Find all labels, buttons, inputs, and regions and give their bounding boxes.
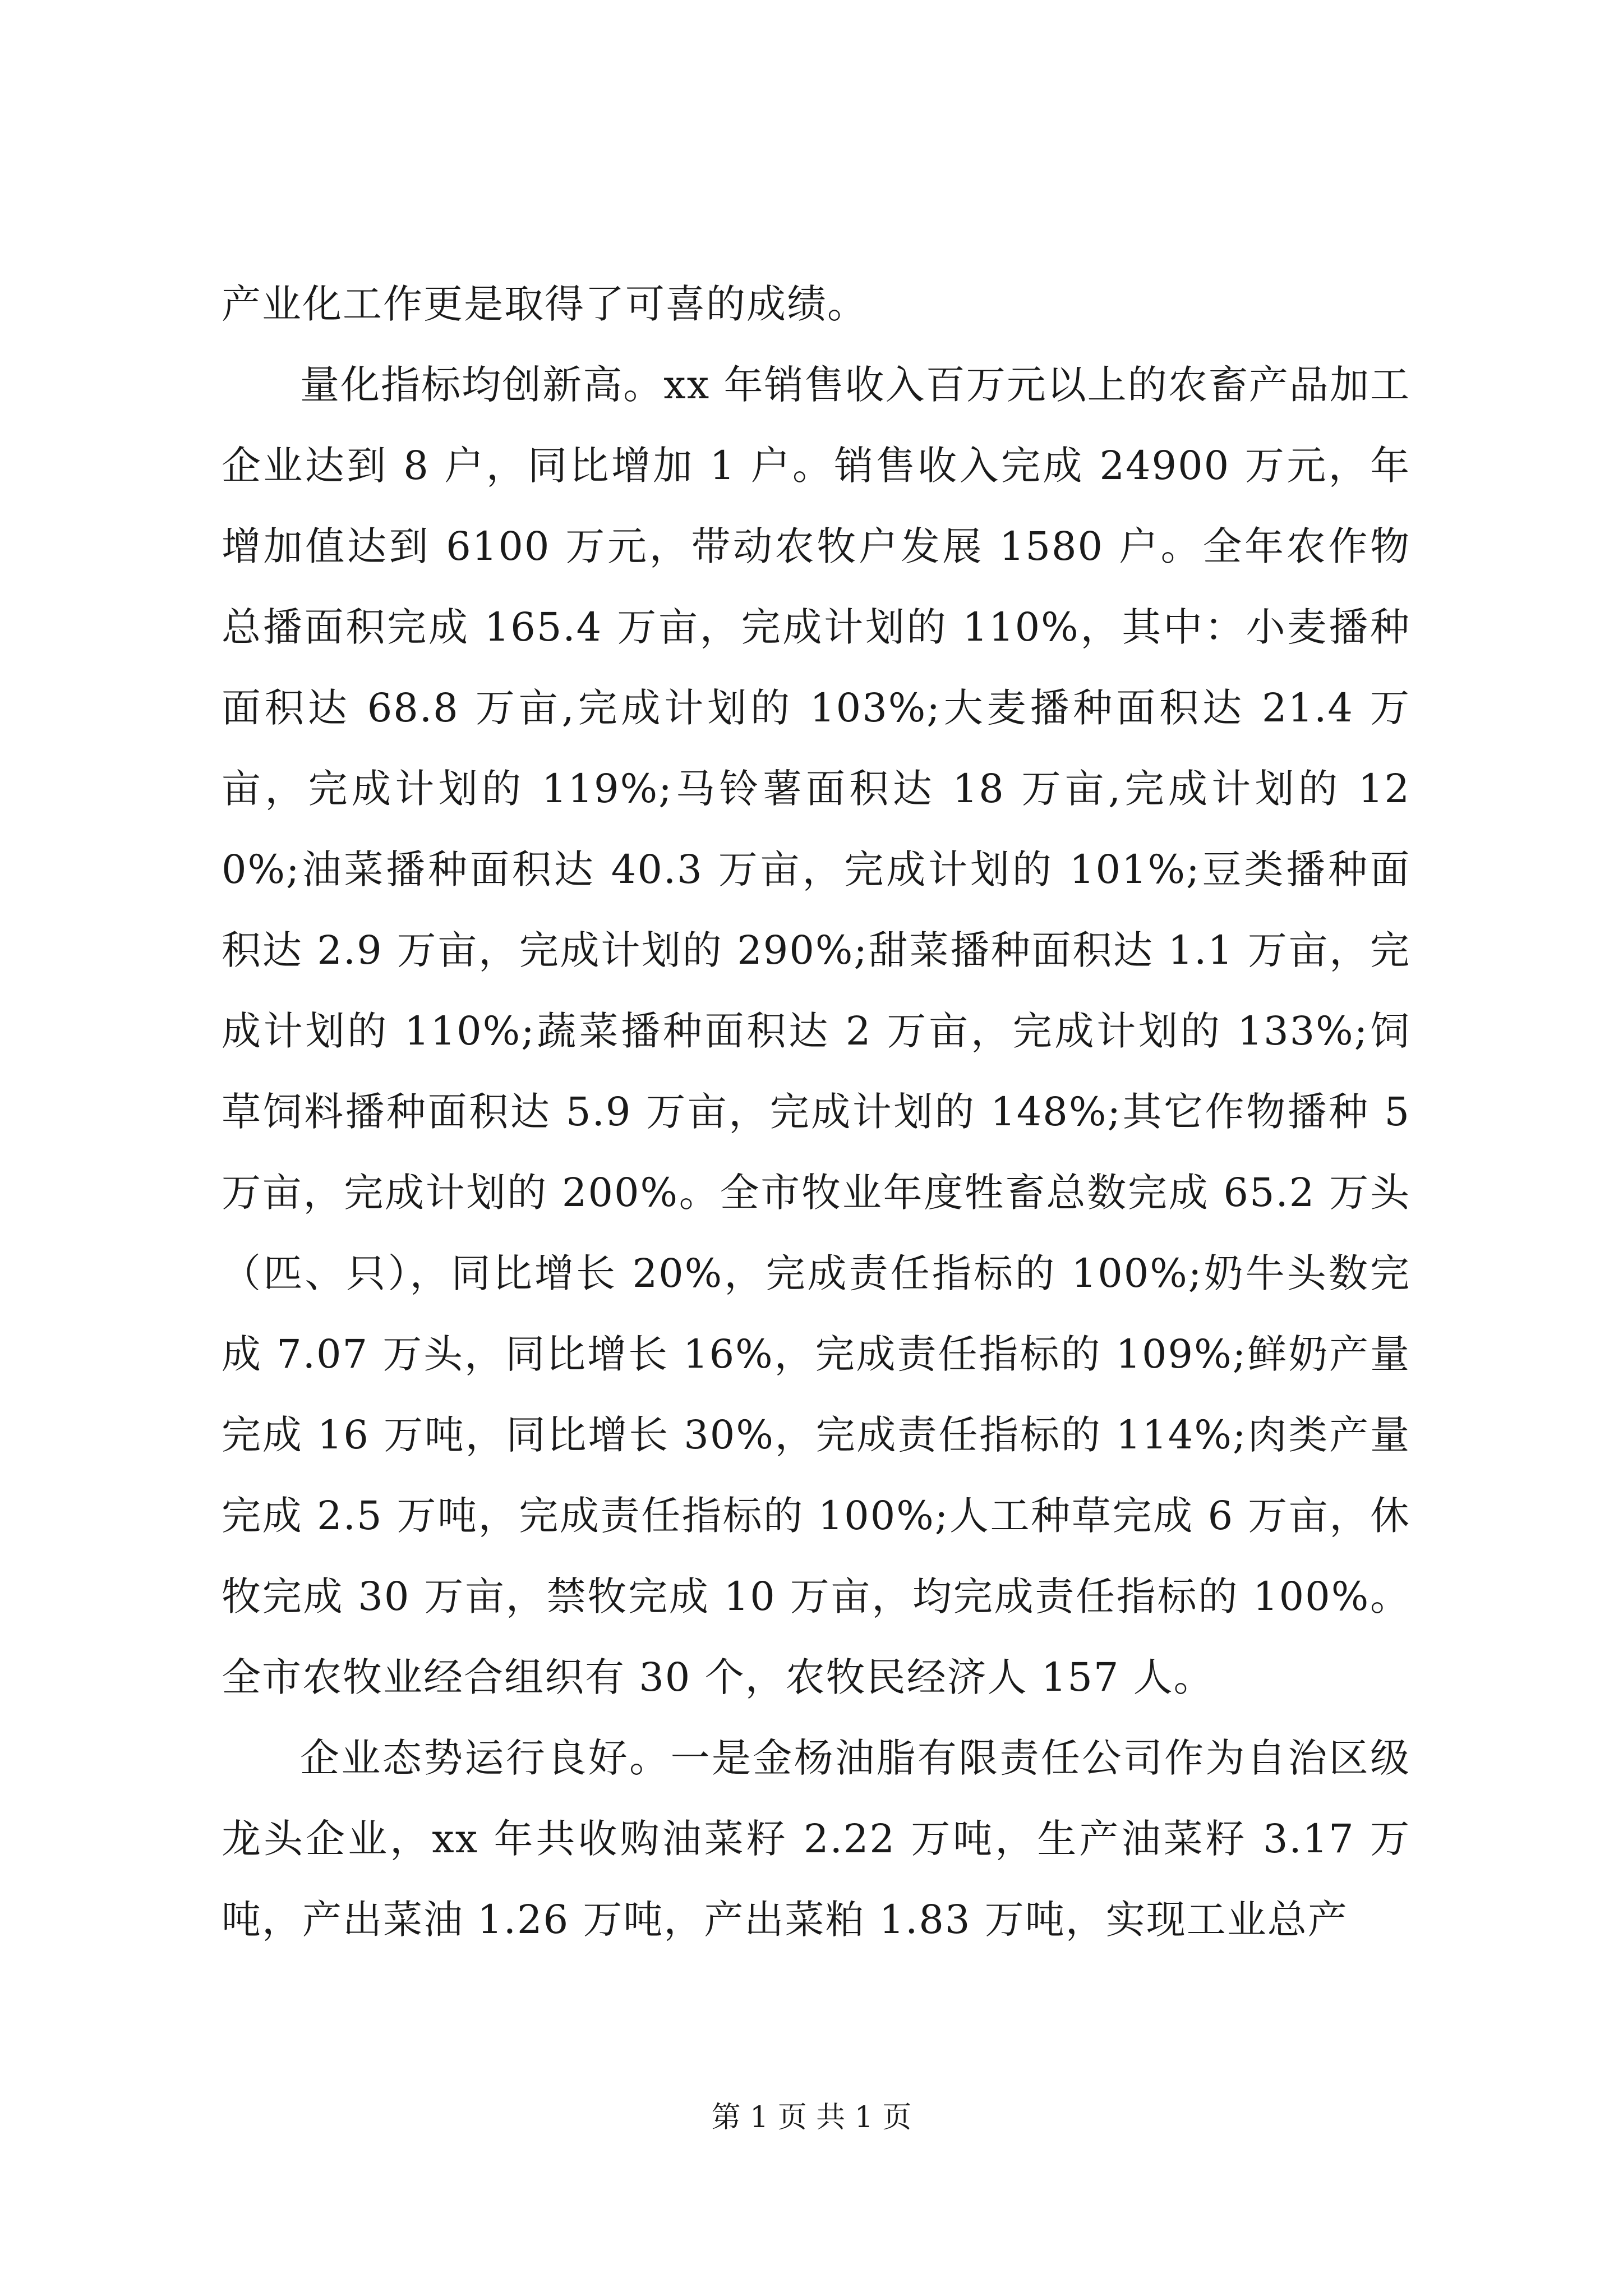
document-body — [222, 264, 1410, 1960]
paragraph-3: 企业态势运行良好。一是金杨油脂有限责任公司作为自治区级龙头企业，xx 年共收购油菜籽 2.22 万吨，生产油菜籽 3.17 万吨，产出菜油 1.26 万吨，产出菜粕 1.83 万吨，实现工业总产 — [222, 1735, 1410, 1943]
paragraph-2: 量化指标均创新高。xx 年销售收入百万元以上的农畜产品加工企业达到 8 户，同比增加 1 户。销售收入完成 24900 万元，年增加值达到 6100 万元，带动农牧户发展 1580 户。全年农作物总播面积完成 165.4 万亩，完成计划的 110%，其中：小麦播种面积达 68.8 万亩,完成计划的 103%;大麦播种面积达 21.4 万亩，完成计划的 119%;马铃薯面积达 18 万亩,完成计划的 120%;油菜播种面积达 40.3 万亩，完成计划的 101%;豆类播种面积达 2.9 万亩，完成计划的 290%;甜菜播种面积达 1.1 万亩，完成计划的 110%;蔬菜播种面积达 2 万亩，完成计划的 133%;饲草饲料播种面积达 5.9 万亩，完成计划的 148%;其它作物播种 5 万亩，完成计划的 200%。全市牧业年度牲畜总数完成 65.2 万头（匹、只），同比增长 20%，完成责任指标的 100%;奶牛头数完成 7.07 万头，同比增长 16%，完成责任指标的 109%;鲜奶产量完成 16 万吨，同比增长 30%，完成责任指标的 114%;肉类产量完成 2.5 万吨，完成责任指标的 100%;人工种草完成 6 万亩，休牧完成 30 万亩，禁牧完成 10 万亩，均完成责任指标的 100%。全市农牧业经合组织有 30 个，农牧民经济人 157 人。 — [222, 362, 1410, 1700]
page-footer: 第 1 页 共 1 页 — [711, 2101, 912, 2134]
paragraph-1: 产业化工作更是取得了可喜的成绩。 — [222, 281, 868, 327]
